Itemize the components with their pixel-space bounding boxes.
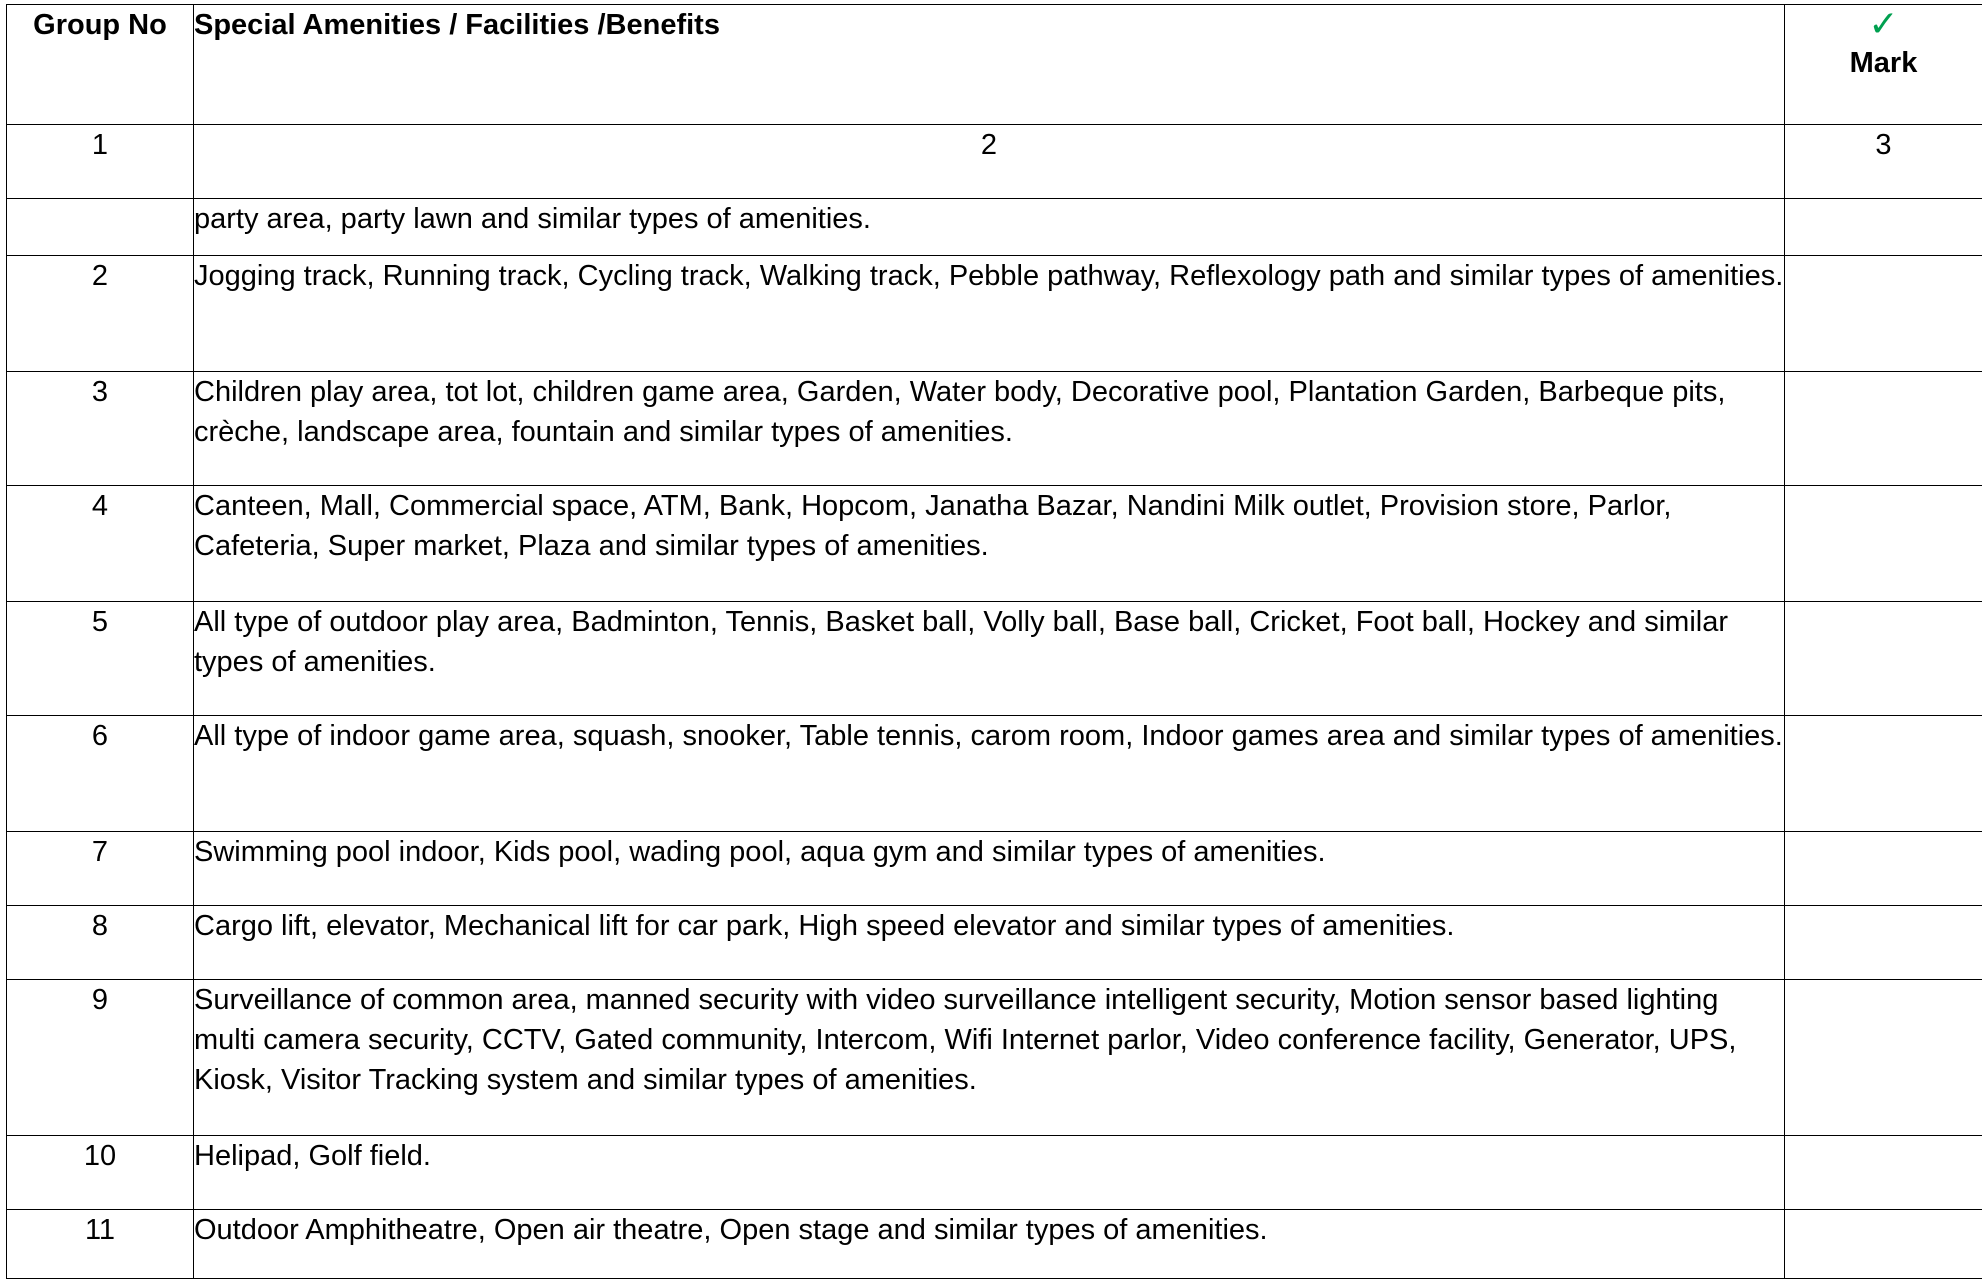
mark-cell[interactable]	[1785, 602, 1982, 716]
group-cell-empty	[7, 199, 194, 256]
table-row	[7, 256, 1982, 372]
amenity-description: Cargo lift, elevator, Mechanical lift for car park, High speed elevator and similar types of amenities.	[194, 906, 1785, 980]
table-row	[7, 486, 1982, 602]
mark-cell[interactable]	[1785, 372, 1982, 486]
group-number: 7	[7, 832, 194, 906]
amenity-description: Helipad, Golf field.	[194, 1136, 1785, 1210]
amenity-description: Jogging track, Running track, Cycling track, Walking track, Pebble pathway, Reflexology path and similar types of amenities.	[194, 256, 1785, 372]
group-number: 9	[7, 980, 194, 1136]
amenity-description: Swimming pool indoor, Kids pool, wading pool, aqua gym and similar types of amenities.	[194, 832, 1785, 906]
amenity-description: Outdoor Amphitheatre, Open air theatre, Open stage and similar types of amenities.	[194, 1210, 1785, 1279]
mark-cell[interactable]	[1785, 832, 1982, 906]
table-row	[7, 1136, 1982, 1210]
group-number: 3	[7, 372, 194, 486]
table-row	[7, 906, 1982, 980]
mark-cell[interactable]	[1785, 256, 1982, 372]
mark-header	[1785, 5, 1982, 125]
table-row	[7, 716, 1982, 832]
group-number: 4	[7, 486, 194, 602]
column-number-row	[7, 125, 1982, 199]
amenities-header: Special Amenities / Facilities /Benefits	[194, 5, 1785, 125]
continuation-row	[7, 199, 1982, 256]
header-row	[7, 5, 1982, 125]
group-number: 5	[7, 602, 194, 716]
amenity-description: Children play area, tot lot, children game area, Garden, Water body, Decorative pool, Plantation Garden, Barbeque pits, crèche, landscape area, fountain and similar types of amenities.	[194, 372, 1785, 486]
mark-cell[interactable]	[1785, 980, 1982, 1136]
mark-cell[interactable]	[1785, 906, 1982, 980]
amenity-description: Canteen, Mall, Commercial space, ATM, Bank, Hopcom, Janatha Bazar, Nandini Milk outlet, Provision store, Parlor, Cafeteria, Super market, Plaza and similar types of amenities.	[194, 486, 1785, 602]
group-number: 11	[7, 1210, 194, 1279]
table-row	[7, 980, 1982, 1136]
group-number: 8	[7, 906, 194, 980]
checkmark-icon: ✓	[1785, 5, 1982, 43]
table-row	[7, 372, 1982, 486]
table-row	[7, 832, 1982, 906]
amenity-description: All type of outdoor play area, Badminton, Tennis, Basket ball, Volly ball, Base ball, Cricket, Foot ball, Hockey and similar types of amenities.	[194, 602, 1785, 716]
mark-cell[interactable]	[1785, 1210, 1982, 1279]
group-number: 2	[7, 256, 194, 372]
amenities-table	[6, 4, 1982, 1279]
column-number: 2	[194, 125, 1785, 199]
group-no-header: Group No	[7, 5, 194, 125]
mark-cell[interactable]	[1785, 1136, 1982, 1210]
mark-label: Mark	[1850, 47, 1918, 79]
column-number: 3	[1785, 125, 1982, 199]
table-row	[7, 602, 1982, 716]
continuation-text: party area, party lawn and similar types of amenities.	[194, 199, 1785, 256]
mark-cell[interactable]	[1785, 199, 1982, 256]
mark-cell[interactable]	[1785, 486, 1982, 602]
amenity-description: All type of indoor game area, squash, snooker, Table tennis, carom room, Indoor games area and similar types of amenities.	[194, 716, 1785, 832]
group-number: 10	[7, 1136, 194, 1210]
mark-cell[interactable]	[1785, 716, 1982, 832]
table-row	[7, 1210, 1982, 1279]
group-number: 6	[7, 716, 194, 832]
amenity-description: Surveillance of common area, manned security with video surveillance intelligent security, Motion sensor based lighting multi camera security, CCTV, Gated community, Intercom, Wifi Internet parlor, Video conference facility, Generator, UPS, Kiosk, Visitor Tracking system and similar types of amenities.	[194, 980, 1785, 1136]
column-number: 1	[7, 125, 194, 199]
